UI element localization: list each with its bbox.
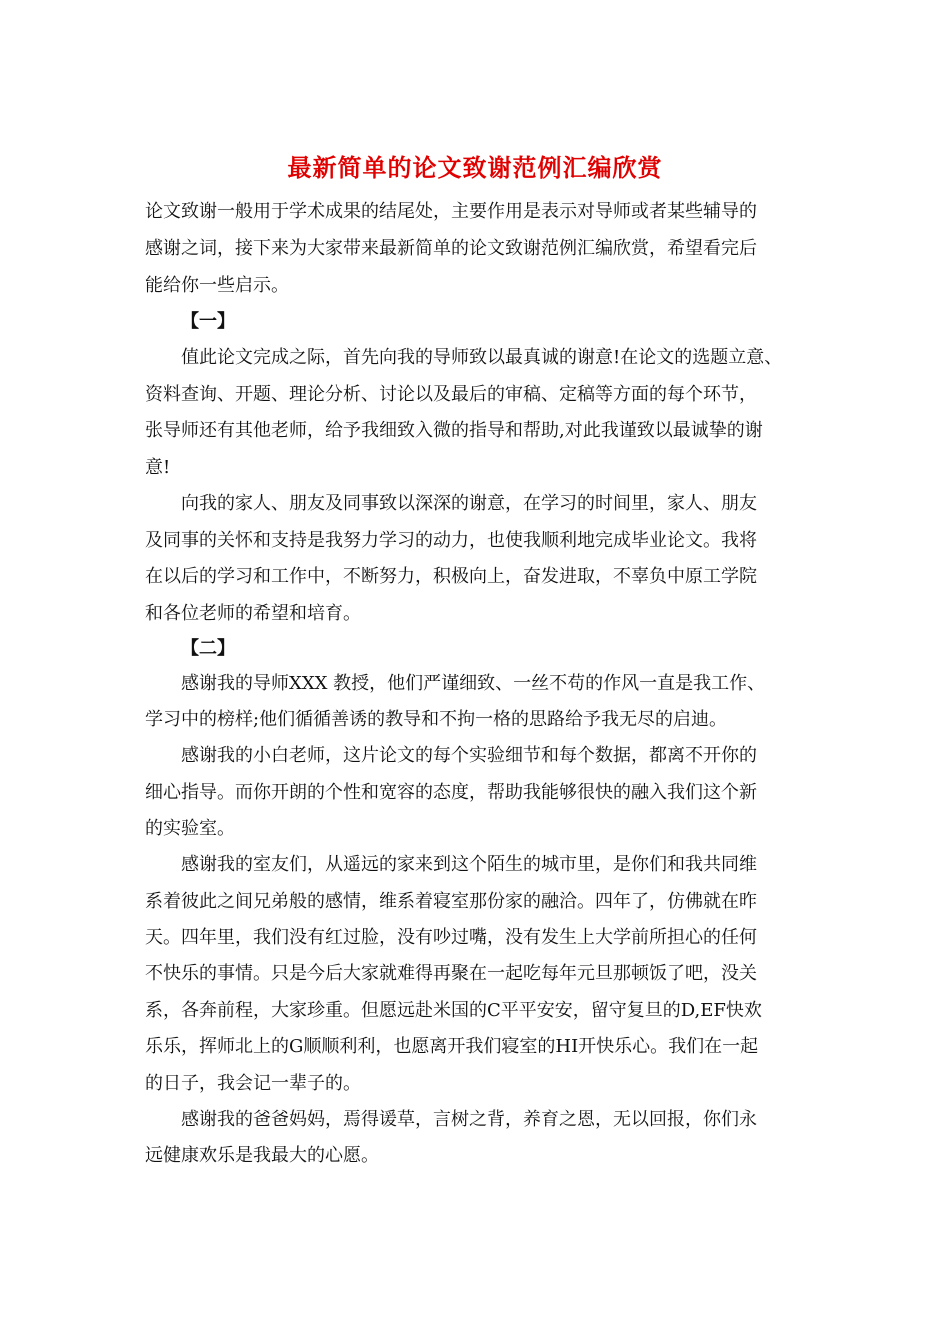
intro-line: 论文致谢一般用于学术成果的结尾处，主要作用是表示对导师或者某些辅导的 — [145, 201, 757, 222]
paragraph-line: 值此论文完成之际，首先向我的导师致以最真诚的谢意!在论文的选题立意、 — [181, 347, 783, 368]
section-heading-2: 【二】 — [181, 638, 235, 659]
paragraph-line: 细心指导。而你开朗的个性和宽容的态度，帮助我能够很快的融入我们这个新 — [145, 782, 757, 803]
paragraph-line: 学习中的榜样;他们循循善诱的教导和不拘一格的思路给予我无尽的启迪。 — [145, 709, 728, 730]
paragraph-line: 和各位老师的希望和培育。 — [145, 603, 361, 624]
paragraph-line: 的实验室。 — [145, 818, 235, 839]
paragraph-line: 系着彼此之间兄弟般的感情，维系着寝室那份家的融洽。四年了，仿佛就在昨 — [145, 891, 757, 912]
paragraph-line: 感谢我的导师XXX 教授，他们严谨细致、一丝不苟的作风一直是我工作、 — [181, 673, 766, 694]
paragraph-line: 感谢我的小白老师，这片论文的每个实验细节和每个数据，都离不开你的 — [181, 745, 757, 766]
intro-line: 感谢之词，接下来为大家带来最新简单的论文致谢范例汇编欣赏，希望看完后 — [145, 238, 757, 259]
paragraph-line: 乐乐，挥师北上的G顺顺利利，也愿离开我们寝室的HI开快乐心。我们在一起 — [145, 1036, 759, 1057]
paragraph-line: 向我的家人、朋友及同事致以深深的谢意，在学习的时间里，家人、朋友 — [181, 493, 757, 514]
paragraph-line: 不快乐的事情。只是今后大家就难得再聚在一起吃每年元旦那顿饭了吧，没关 — [145, 963, 757, 984]
paragraph-line: 意! — [145, 457, 171, 478]
paragraph-line: 天。四年里，我们没有红过脸，没有吵过嘴，没有发生上大学前所担心的任何 — [145, 927, 757, 948]
paragraph-line: 张导师还有其他老师，给予我细致入微的指导和帮助,对此我谨致以最诚挚的谢 — [145, 420, 763, 441]
paragraph-line: 在以后的学习和工作中，不断努力，积极向上，奋发进取，不辜负中原工学院 — [145, 566, 757, 587]
paragraph-line: 远健康欢乐是我最大的心愿。 — [145, 1145, 379, 1166]
intro-line: 能给你一些启示。 — [145, 275, 289, 296]
paragraph-line: 的日子，我会记一辈子的。 — [145, 1073, 361, 1094]
section-heading-1: 【一】 — [181, 311, 235, 332]
paragraph-line: 感谢我的爸爸妈妈，焉得谖草，言树之背，养育之恩，无以回报，你们永 — [181, 1109, 757, 1130]
paragraph-line: 及同事的关怀和支持是我努力学习的动力，也使我顺利地完成毕业论文。我将 — [145, 530, 757, 551]
paragraph-line: 系，各奔前程，大家珍重。但愿远赴米国的C平平安安，留守复旦的D,EF快欢 — [145, 1000, 762, 1021]
document-title: 最新简单的论文致谢范例汇编欣赏 — [287, 153, 663, 182]
paragraph-line: 资料查询、开题、理论分析、讨论以及最后的审稿、定稿等方面的每个环节， — [145, 384, 757, 405]
paragraph-line: 感谢我的室友们，从遥远的家来到这个陌生的城市里，是你们和我共同维 — [181, 854, 757, 875]
